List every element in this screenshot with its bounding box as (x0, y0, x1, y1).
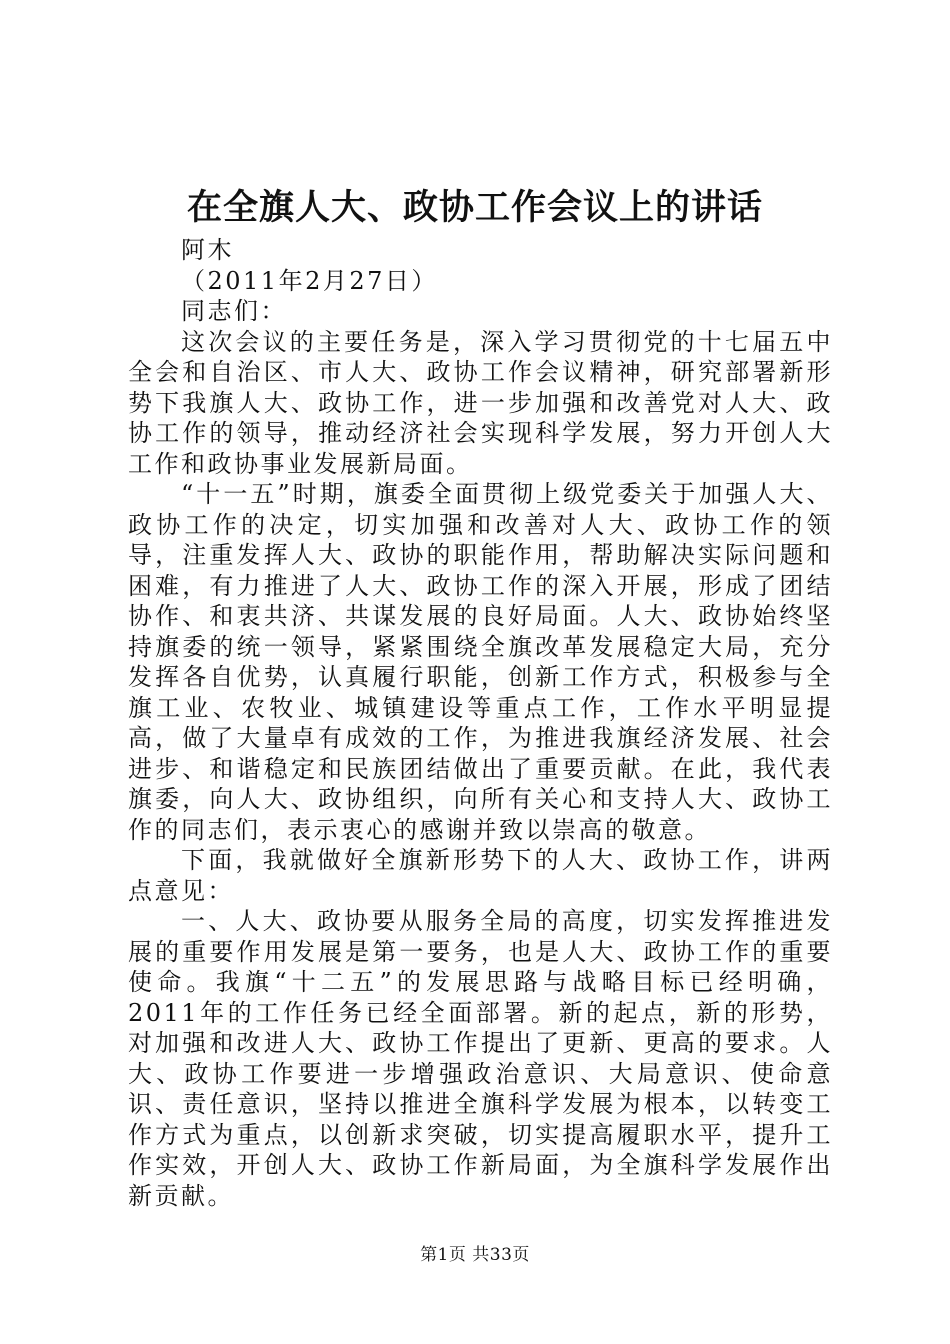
date-line: （2011年2月27日） (181, 266, 438, 295)
author-line: 阿木 (181, 236, 234, 264)
document-body (128, 235, 833, 1211)
document-title: 在全旗人大、政协工作会议上的讲话 (186, 187, 763, 228)
page-footer: 第1页 共33页 (420, 1245, 530, 1265)
paragraph-1: 这次会议的主要任务是，深入学习贯彻党的十七届五中全会和自治区、市人大、政协工作会议精神，研究部署新形势下我旗人大、政协工作，进一步加强和改善党对人大、政协工作的领导，推动经济社会实现科学发展，努力开创人大工作和政协事业发展新局面。 (128, 327, 833, 478)
salutation: 同志们： (181, 297, 287, 325)
paragraph-3: 下面，我就做好全旗新形势下的人大、政协工作，讲两点意见： (128, 846, 833, 905)
paragraph-2: “十一五”时期，旗委全面贯彻上级党委关于加强人大、政协工作的决定，切实加强和改善对人大、政协工作的领导，注重发挥人大、政协的职能作用，帮助解决实际问题和困难，有力推进了人大、政协工作的深入开展，形成了团结协作、和衷共济、共谋发展的良好局面。人大、政协始终坚持旗委的统一领导，紧紧围绕全旗改革发展稳定大局，充分发挥各自优势，认真履行职能，创新工作方式，积极参与全旗工业、农牧业、城镇建设等重点工作，工作水平明显提高，做了大量卓有成效的工作，为推进我旗经济发展、社会进步、和谐稳定和民族团结做出了重要贡献。在此，我代表旗委，向人大、政协组织，向所有关心和支持人大、政协工作的同志们，表示衷心的感谢并致以崇高的敬意。 (128, 480, 833, 844)
paragraph-4: 一、人大、政协要从服务全局的高度，切实发挥推进发展的重要作用发展是第一要务，也是人大、政协工作的重要使命。我旗“十二五”的发展思路与战略目标已经明确，2011年的工作任务已经全面部署。新的起点，新的形势，对加强和改进人大、政协工作提出了更新、更高的要求。人大、政协工作要进一步增强政治意识、大局意识、使命意识、责任意识，坚持以推进全旗科学发展为根本，以转变工作方式为重点，以创新求突破，切实提高履职水平，提升工作实效，开创人大、政协工作新局面，为全旗科学发展作出新贡献。 (128, 907, 833, 1210)
